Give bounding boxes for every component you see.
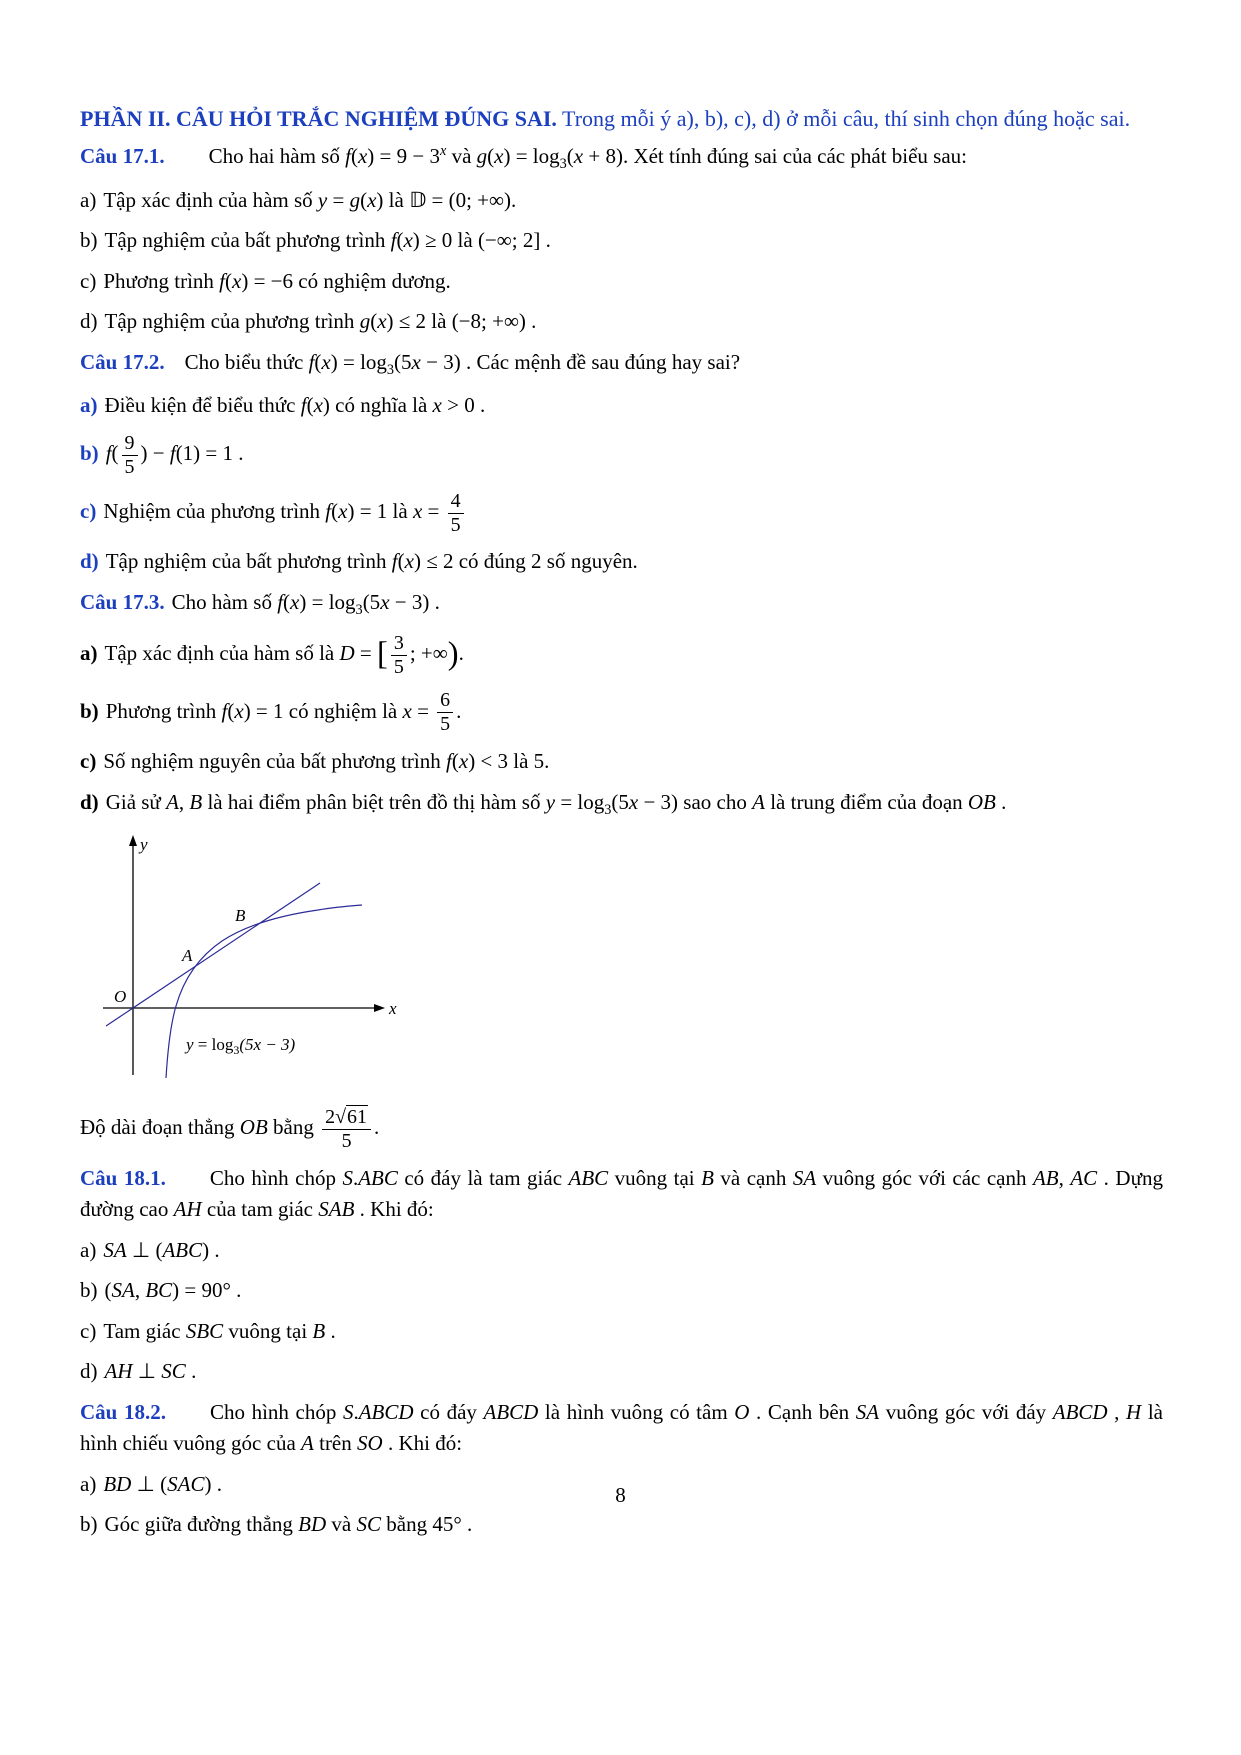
statement-item: [80, 489, 1163, 538]
question-17-3: [80, 587, 1163, 1154]
section-instructions: Trong mỗi ý a), b), c), d) ở mỗi câu, thí sinh chọn đúng hoặc sai.: [556, 106, 1131, 131]
question-intro: [80, 1397, 1163, 1460]
curve-eq-base: 3: [233, 1043, 240, 1058]
item-text: SA ⊥ (ABC) .: [103, 1237, 220, 1262]
statement-item: [80, 787, 1163, 822]
item-text: Góc giữa đường thẳng BD và SC bằng 45° .: [104, 1512, 473, 1537]
statement-item: [80, 746, 1163, 778]
question-18-1: [80, 1163, 1163, 1388]
item-text: Tập nghiệm của phương trình g(x) ≤ 2 là (−8; +∞) .: [104, 309, 537, 334]
question-label: Câu 17.3.: [80, 589, 165, 614]
figure-container: [88, 830, 1163, 1095]
item-letter: c): [80, 268, 97, 293]
function-graph: [88, 830, 418, 1085]
item-letter: b): [80, 698, 99, 723]
item-text: Tam giác SBC vuông tại B .: [103, 1318, 336, 1343]
item-letter: d): [80, 549, 99, 574]
item-letter: a): [80, 1237, 97, 1262]
question-text: Cho hai hàm số $f(x) = 9 - 3^x$ và $g(x) = \log_3(x + 8)$. Xét tính đúng sai của các phát biểu sau:: [208, 143, 968, 173]
item-text: Tập nghiệm của bất phương trình f(x) ≤ 2 có đúng 2 số nguyên.: [105, 549, 638, 574]
item-text: Số nghiệm nguyên của bất phương trình f(x) < 3 là 5.: [103, 749, 550, 774]
statement-item: [80, 1235, 1163, 1267]
y-axis-arrow: [129, 835, 137, 846]
item-letter: a): [80, 187, 97, 212]
item-text: BD ⊥ (SAC) .: [103, 1471, 222, 1496]
item-letter: b): [80, 1278, 98, 1303]
curve-equation-label: [184, 1035, 296, 1057]
item-letter: a): [80, 393, 98, 418]
question-17-1: [80, 141, 1163, 338]
section-title: PHẦN II. CÂU HỎI TRẮC NGHIỆM ĐÚNG SAI.: [80, 106, 557, 131]
statement-item: [80, 631, 1163, 680]
item-text: Độ dài đoạn thẳng OB bằng $\frac{2√61}{5}$ .: [80, 1105, 380, 1152]
curve-eq-log: = log: [193, 1035, 234, 1055]
item-text: Phương trình f(x) = 1 có nghiệm là x = $\frac{6}{5}$ .: [105, 689, 462, 736]
item-text: Giả sử A, B là hai điểm phân biệt trên đồ thị hàm số $y = \log_3(5x - 3)$ sao cho A là trung điểm của đoạn OB .: [105, 789, 1007, 819]
question-text: Cho hình chóp S.ABC có đáy là tam giác ABC vuông tại B và cạnh SA vuông góc với các cạnh AB, AC . Dựng đường cao AH của tam giác SAB . Khi đó:: [80, 1165, 1163, 1222]
question-intro: [80, 1163, 1163, 1226]
item-letter: c): [80, 1318, 97, 1343]
point-a-label: A: [182, 946, 193, 966]
statement-item: [80, 1356, 1163, 1388]
statement-item: [80, 1316, 1163, 1348]
item-text: Tập xác định của hàm số là D = [ $\frac{3}{5}$ ; +∞).: [104, 631, 464, 678]
statement-item: [80, 390, 1163, 422]
page-number: 8: [615, 1483, 626, 1507]
item-text: Tập xác định của hàm số y = g(x) là 𝔻 = (0; +∞).: [103, 187, 517, 212]
item-text: Điều kiện để biểu thức f(x) có nghĩa là x > 0 .: [104, 393, 486, 418]
item-letter: b): [80, 440, 99, 465]
ob-length-statement: [80, 1105, 1163, 1154]
item-text: (SA, BC) = 90° .: [104, 1278, 242, 1303]
question-17-2: [80, 347, 1163, 578]
question-label: Câu 17.2.: [80, 349, 165, 374]
statement-item: [80, 546, 1163, 578]
item-letter: a): [80, 640, 98, 665]
question-intro: [80, 587, 1163, 622]
question-text: Cho hình chóp S.ABCD có đáy ABCD là hình vuông có tâm O . Cạnh bên SA vuông góc với đáy ABCD , H là hình chiếu vuông góc của A trên SO . Khi đó:: [80, 1399, 1163, 1456]
x-axis-arrow: [374, 1004, 385, 1012]
statement-item: [80, 688, 1163, 737]
x-axis-label: x: [389, 999, 397, 1019]
item-letter: c): [80, 749, 97, 774]
statement-item: [80, 1509, 1163, 1541]
statement-item: [80, 266, 1163, 298]
item-letter: b): [80, 1512, 98, 1537]
curve-eq-arg: (5x − 3): [239, 1035, 296, 1055]
question-text: Cho biểu thức $f(x) = \log_3(5x - 3)$ . Các mệnh đề sau đúng hay sai?: [184, 349, 741, 378]
question-label: Câu 18.2.: [80, 1399, 166, 1424]
statement-item: [80, 225, 1163, 257]
item-letter: d): [80, 309, 98, 334]
question-label: Câu 17.1.: [80, 144, 165, 168]
origin-label: O: [114, 987, 127, 1007]
section-heading: [80, 102, 1163, 135]
statement-item: [80, 1275, 1163, 1307]
y-axis-label: y: [140, 835, 148, 855]
item-text: f( $\frac{9}{5}$ ) − f(1) = 1 .: [105, 431, 244, 478]
secant-line: [106, 883, 320, 1026]
question-18-2: [80, 1397, 1163, 1541]
question-intro: [80, 347, 1163, 382]
item-letter: d): [80, 1359, 98, 1384]
item-text: Phương trình f(x) = −6 có nghiệm dương.: [103, 268, 451, 293]
item-letter: a): [80, 1471, 97, 1496]
statement-item: [80, 306, 1163, 338]
item-letter: d): [80, 789, 99, 814]
question-intro: [80, 141, 1163, 176]
point-b-label: B: [235, 906, 246, 926]
statement-item: [80, 431, 1163, 480]
item-text: Tập nghiệm của bất phương trình f(x) ≥ 0 là (−∞; 2] .: [104, 228, 551, 253]
question-text: Cho hàm số $f(x) = \log_3(5x - 3)$ .: [171, 589, 440, 619]
item-text: Nghiệm của phương trình f(x) = 1 là x = $\frac{4}{5}$: [103, 499, 466, 523]
question-label: Câu 18.1.: [80, 1165, 166, 1190]
item-letter: c): [80, 498, 97, 523]
item-text: AH ⊥ SC .: [104, 1359, 197, 1384]
statement-item: [80, 185, 1163, 217]
item-letter: b): [80, 228, 98, 253]
curve-eq-y: y: [186, 1035, 194, 1055]
